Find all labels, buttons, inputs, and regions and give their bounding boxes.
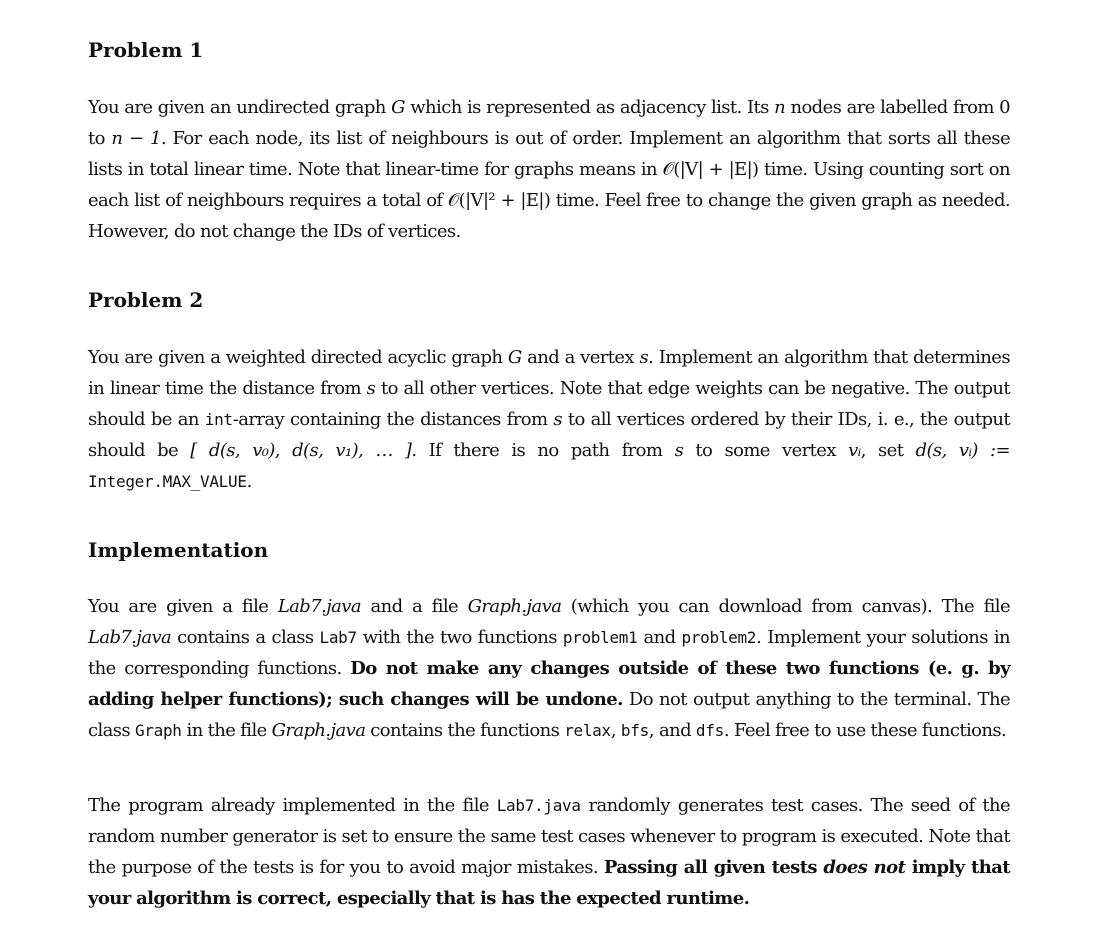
- problem1-heading: Problem 1: [88, 38, 204, 62]
- big-o-linear: 𝒪(|V| + |E|): [662, 159, 759, 180]
- warning-bold-text: Do not make any changes outside of these two functions (e. g. by adding helper functions); such changes will be undone.: [88, 658, 1010, 710]
- output-array-expression: [ d(s, v₀), d(s, v₁), … ]: [190, 440, 412, 461]
- problem2-text: You are given a weighted directed acyclic graph G and a vertex s. Implement an algorithm that determines in linear time the distance from s to all other vertices. Note that edge weights can be negative. The output should be an int-array containing the distances from s to all vertices ordered by their IDs, i. e., the output should be [ d(s, v₀), d(s, v₁), … ]. If there is no path from s to some vertex vᵢ, set d(s, vᵢ) := Integer.MAX_VALUE.: [88, 347, 1010, 492]
- problem1-text: You are given an undirected graph G which is represented as adjacency list. Its n nodes are labelled from 0 to n − 1. For each node, its list of neighbours is out of order. Implement an algorithm that sorts all these lists in total linear time. Note that linear-time for graphs means in 𝒪(|V| + |E|) time. Using counting sort on each list of neighbours requires a total of 𝒪(|V|² + |E|) time. Feel free to change the given graph as needed. However, do not change the IDs of vertices.: [88, 97, 1011, 242]
- implementation-heading: Implementation: [88, 538, 269, 562]
- problem2-heading: Problem 2: [88, 288, 204, 312]
- big-o-quadratic: 𝒪(|V|² + |E|): [447, 190, 551, 211]
- implementation-paragraph-1: You are given a file Lab7.java and a file Graph.java (which you can download from canvas). The file Lab7.java contains a class Lab7 with the two functions problem1 and problem2. Implement your solutions in the corresponding functions. Do not make any changes outside of these two functions (e. g. by adding helper functions); such changes will be undone. Do not output anything to the terminal. The class Graph in the file Graph.java contains the functions relax, bfs, and dfs. Feel free to use these functions.: [88, 596, 1011, 741]
- implementation-paragraph-2: The program already implemented in the file Lab7.java randomly generates test cases. The seed of the random number generator is set to ensure the same test cases whenever to program is executed. Note that the purpose of the tests is for you to avoid major mistakes. Passing all given tests does not imply that your algorithm is correct, especially that is has the expected runtime.: [88, 795, 1010, 909]
